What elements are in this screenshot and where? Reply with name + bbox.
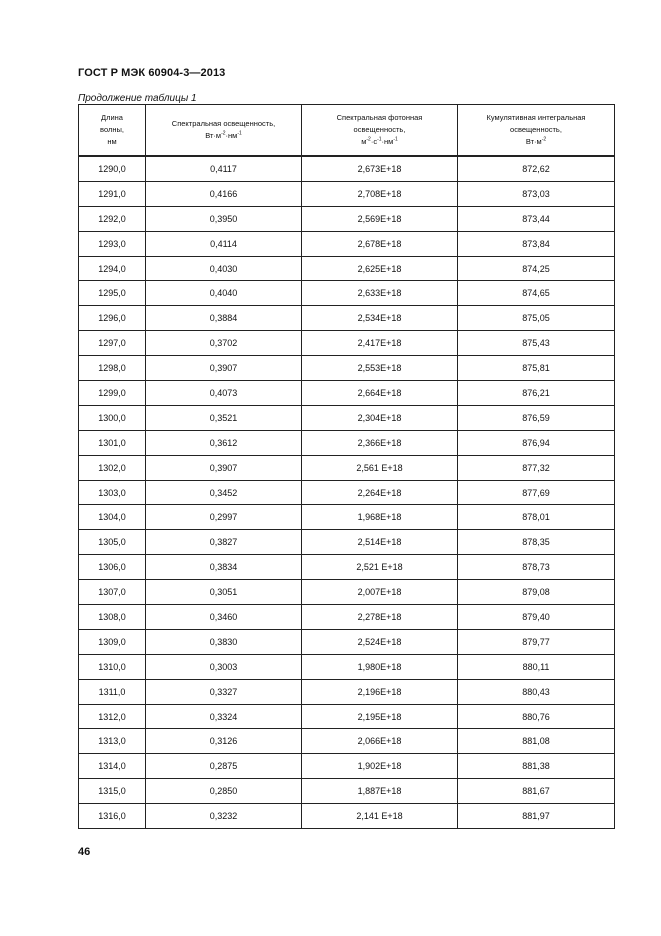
cell-photon-irradiance: 2,264E+18 bbox=[302, 480, 458, 505]
cell-wavelength: 1311,0 bbox=[79, 679, 146, 704]
cell-spectral-irradiance: 0,3232 bbox=[146, 804, 302, 829]
cell-cumulative-irradiance: 876,59 bbox=[458, 405, 615, 430]
header-spectral-irradiance-unit-a-sup: -2 bbox=[221, 130, 226, 137]
cell-cumulative-irradiance: 880,76 bbox=[458, 704, 615, 729]
header-wavelength-line1: Длина bbox=[101, 113, 123, 122]
cell-spectral-irradiance: 0,3327 bbox=[146, 679, 302, 704]
cell-photon-irradiance: 2,417E+18 bbox=[302, 331, 458, 356]
cell-spectral-irradiance: 0,3834 bbox=[146, 555, 302, 580]
table-row bbox=[79, 654, 615, 679]
cell-cumulative-irradiance: 881,67 bbox=[458, 779, 615, 804]
table-row bbox=[79, 679, 615, 704]
header-photon-irradiance-unit-a-sup: -2 bbox=[366, 136, 371, 143]
table-row bbox=[79, 505, 615, 530]
page-number: 46 bbox=[78, 846, 91, 858]
header-wavelength-line3: нм bbox=[107, 137, 117, 146]
header-wavelength bbox=[79, 105, 146, 157]
cell-spectral-irradiance: 0,4114 bbox=[146, 231, 302, 256]
cell-photon-irradiance: 2,708E+18 bbox=[302, 181, 458, 206]
data-table-container bbox=[78, 104, 614, 829]
header-spectral-irradiance-unit-b-sup: -1 bbox=[237, 130, 242, 137]
cell-wavelength: 1292,0 bbox=[79, 206, 146, 231]
cell-photon-irradiance: 2,304E+18 bbox=[302, 405, 458, 430]
cell-photon-irradiance: 2,066E+18 bbox=[302, 729, 458, 754]
cell-cumulative-irradiance: 881,38 bbox=[458, 754, 615, 779]
cell-cumulative-irradiance: 874,65 bbox=[458, 281, 615, 306]
cell-wavelength: 1309,0 bbox=[79, 629, 146, 654]
cell-cumulative-irradiance: 877,32 bbox=[458, 455, 615, 480]
cell-wavelength: 1298,0 bbox=[79, 356, 146, 381]
cell-spectral-irradiance: 0,2875 bbox=[146, 754, 302, 779]
cell-wavelength: 1299,0 bbox=[79, 381, 146, 406]
header-photon-irradiance bbox=[302, 105, 458, 157]
cell-spectral-irradiance: 0,3950 bbox=[146, 206, 302, 231]
header-photon-irradiance-line2: освещенность, bbox=[353, 125, 406, 134]
cell-photon-irradiance: 2,664E+18 bbox=[302, 381, 458, 406]
cell-wavelength: 1314,0 bbox=[79, 754, 146, 779]
header-photon-irradiance-unit-c-sup: -1 bbox=[393, 136, 398, 143]
cell-spectral-irradiance: 0,3521 bbox=[146, 405, 302, 430]
cell-photon-irradiance: 1,887E+18 bbox=[302, 779, 458, 804]
cell-wavelength: 1300,0 bbox=[79, 405, 146, 430]
cell-spectral-irradiance: 0,4030 bbox=[146, 256, 302, 281]
table-row bbox=[79, 580, 615, 605]
header-photon-irradiance-unit-b: ·с bbox=[370, 137, 378, 146]
cell-photon-irradiance: 2,561 E+18 bbox=[302, 455, 458, 480]
table-row bbox=[79, 281, 615, 306]
cell-wavelength: 1295,0 bbox=[79, 281, 146, 306]
cell-photon-irradiance: 1,968E+18 bbox=[302, 505, 458, 530]
cell-wavelength: 1306,0 bbox=[79, 555, 146, 580]
spectral-irradiance-table bbox=[78, 104, 615, 829]
table-row bbox=[79, 306, 615, 331]
cell-wavelength: 1293,0 bbox=[79, 231, 146, 256]
cell-cumulative-irradiance: 876,94 bbox=[458, 430, 615, 455]
cell-cumulative-irradiance: 872,62 bbox=[458, 156, 615, 181]
cell-photon-irradiance: 2,007E+18 bbox=[302, 580, 458, 605]
cell-spectral-irradiance: 0,3702 bbox=[146, 331, 302, 356]
table-row bbox=[79, 605, 615, 630]
header-spectral-irradiance-unit-b: ·нм bbox=[225, 131, 238, 140]
cell-cumulative-irradiance: 873,03 bbox=[458, 181, 615, 206]
table-row bbox=[79, 530, 615, 555]
table-row bbox=[79, 430, 615, 455]
header-spectral-irradiance-unit-a: Вт·м bbox=[205, 131, 222, 140]
cell-cumulative-irradiance: 873,84 bbox=[458, 231, 615, 256]
header-cumulative-irradiance-unit-a-sup: -2 bbox=[541, 136, 547, 143]
cell-cumulative-irradiance: 879,40 bbox=[458, 605, 615, 630]
cell-cumulative-irradiance: 878,73 bbox=[458, 555, 615, 580]
cell-photon-irradiance: 2,673E+18 bbox=[302, 156, 458, 181]
table-row bbox=[79, 704, 615, 729]
cell-photon-irradiance: 2,521 E+18 bbox=[302, 555, 458, 580]
cell-cumulative-irradiance: 879,08 bbox=[458, 580, 615, 605]
cell-cumulative-irradiance: 875,81 bbox=[458, 356, 615, 381]
document-title: ГОСТ Р МЭК 60904-3—2013 bbox=[78, 67, 226, 79]
table-row bbox=[79, 455, 615, 480]
cell-cumulative-irradiance: 878,35 bbox=[458, 530, 615, 555]
cell-wavelength: 1297,0 bbox=[79, 331, 146, 356]
cell-wavelength: 1296,0 bbox=[79, 306, 146, 331]
cell-wavelength: 1303,0 bbox=[79, 480, 146, 505]
header-photon-irradiance-unit-a: м bbox=[361, 137, 367, 146]
header-wavelength-line2: волны, bbox=[100, 125, 124, 134]
table-header-row bbox=[79, 105, 615, 157]
cell-photon-irradiance: 1,902E+18 bbox=[302, 754, 458, 779]
cell-cumulative-irradiance: 881,08 bbox=[458, 729, 615, 754]
cell-spectral-irradiance: 0,3324 bbox=[146, 704, 302, 729]
cell-wavelength: 1316,0 bbox=[79, 804, 146, 829]
cell-wavelength: 1310,0 bbox=[79, 654, 146, 679]
cell-spectral-irradiance: 0,3884 bbox=[146, 306, 302, 331]
cell-wavelength: 1304,0 bbox=[79, 505, 146, 530]
cell-cumulative-irradiance: 879,77 bbox=[458, 629, 615, 654]
cell-cumulative-irradiance: 880,11 bbox=[458, 654, 615, 679]
cell-spectral-irradiance: 0,3452 bbox=[146, 480, 302, 505]
table-row bbox=[79, 729, 615, 754]
cell-wavelength: 1290,0 bbox=[79, 156, 146, 181]
cell-photon-irradiance: 2,633E+18 bbox=[302, 281, 458, 306]
cell-spectral-irradiance: 0,4073 bbox=[146, 381, 302, 406]
cell-cumulative-irradiance: 878,01 bbox=[458, 505, 615, 530]
table-row bbox=[79, 256, 615, 281]
cell-photon-irradiance: 1,980E+18 bbox=[302, 654, 458, 679]
table-body bbox=[79, 156, 615, 829]
header-cumulative-irradiance bbox=[458, 105, 615, 157]
table-row bbox=[79, 231, 615, 256]
cell-spectral-irradiance: 0,3460 bbox=[146, 605, 302, 630]
cell-wavelength: 1313,0 bbox=[79, 729, 146, 754]
cell-spectral-irradiance: 0,3907 bbox=[146, 356, 302, 381]
cell-wavelength: 1312,0 bbox=[79, 704, 146, 729]
header-spectral-irradiance bbox=[146, 105, 302, 157]
table-row bbox=[79, 480, 615, 505]
cell-cumulative-irradiance: 874,25 bbox=[458, 256, 615, 281]
cell-wavelength: 1302,0 bbox=[79, 455, 146, 480]
table-row bbox=[79, 754, 615, 779]
cell-photon-irradiance: 2,195E+18 bbox=[302, 704, 458, 729]
header-photon-irradiance-unit-b-sup: -1 bbox=[377, 136, 382, 143]
table-row bbox=[79, 206, 615, 231]
cell-spectral-irradiance: 0,3126 bbox=[146, 729, 302, 754]
table-row bbox=[79, 555, 615, 580]
table-row bbox=[79, 356, 615, 381]
cell-photon-irradiance: 2,524E+18 bbox=[302, 629, 458, 654]
cell-spectral-irradiance: 0,4040 bbox=[146, 281, 302, 306]
cell-spectral-irradiance: 0,2997 bbox=[146, 505, 302, 530]
header-spectral-irradiance-line1: Спектральная освещенность, bbox=[171, 119, 276, 128]
cell-cumulative-irradiance: 881,97 bbox=[458, 804, 615, 829]
cell-photon-irradiance: 2,514E+18 bbox=[302, 530, 458, 555]
cell-spectral-irradiance: 0,2850 bbox=[146, 779, 302, 804]
cell-photon-irradiance: 2,625E+18 bbox=[302, 256, 458, 281]
cell-photon-irradiance: 2,366E+18 bbox=[302, 430, 458, 455]
cell-spectral-irradiance: 0,3907 bbox=[146, 455, 302, 480]
cell-spectral-irradiance: 0,3827 bbox=[146, 530, 302, 555]
table-row bbox=[79, 331, 615, 356]
table-row bbox=[79, 181, 615, 206]
cell-photon-irradiance: 2,141 E+18 bbox=[302, 804, 458, 829]
cell-wavelength: 1294,0 bbox=[79, 256, 146, 281]
table-row bbox=[79, 804, 615, 829]
cell-spectral-irradiance: 0,3830 bbox=[146, 629, 302, 654]
cell-cumulative-irradiance: 876,21 bbox=[458, 381, 615, 406]
cell-cumulative-irradiance: 880,43 bbox=[458, 679, 615, 704]
table-row bbox=[79, 156, 615, 181]
table-row bbox=[79, 405, 615, 430]
cell-photon-irradiance: 2,553E+18 bbox=[302, 356, 458, 381]
table-row bbox=[79, 629, 615, 654]
table-caption: Продолжение таблицы 1 bbox=[78, 93, 197, 104]
cell-wavelength: 1308,0 bbox=[79, 605, 146, 630]
cell-wavelength: 1301,0 bbox=[79, 430, 146, 455]
header-cumulative-irradiance-line2: освещенность, bbox=[510, 125, 562, 134]
cell-spectral-irradiance: 0,4117 bbox=[146, 156, 302, 181]
cell-cumulative-irradiance: 873,44 bbox=[458, 206, 615, 231]
cell-spectral-irradiance: 0,3003 bbox=[146, 654, 302, 679]
header-photon-irradiance-unit-c: ·нм bbox=[381, 137, 394, 146]
cell-photon-irradiance: 2,569E+18 bbox=[302, 206, 458, 231]
cell-wavelength: 1315,0 bbox=[79, 779, 146, 804]
cell-cumulative-irradiance: 875,43 bbox=[458, 331, 615, 356]
cell-photon-irradiance: 2,534E+18 bbox=[302, 306, 458, 331]
cell-photon-irradiance: 2,278E+18 bbox=[302, 605, 458, 630]
cell-photon-irradiance: 2,196E+18 bbox=[302, 679, 458, 704]
table-row bbox=[79, 779, 615, 804]
header-photon-irradiance-line1: Спектральная фотонная bbox=[336, 113, 423, 122]
cell-spectral-irradiance: 0,3612 bbox=[146, 430, 302, 455]
cell-cumulative-irradiance: 877,69 bbox=[458, 480, 615, 505]
cell-photon-irradiance: 2,678E+18 bbox=[302, 231, 458, 256]
header-cumulative-irradiance-line1: Кумулятивная интегральная bbox=[486, 113, 586, 122]
cell-wavelength: 1291,0 bbox=[79, 181, 146, 206]
table-row bbox=[79, 381, 615, 406]
cell-wavelength: 1305,0 bbox=[79, 530, 146, 555]
cell-spectral-irradiance: 0,3051 bbox=[146, 580, 302, 605]
header-cumulative-irradiance-unit-a: Вт·м bbox=[525, 137, 542, 146]
cell-wavelength: 1307,0 bbox=[79, 580, 146, 605]
cell-cumulative-irradiance: 875,05 bbox=[458, 306, 615, 331]
cell-spectral-irradiance: 0,4166 bbox=[146, 181, 302, 206]
